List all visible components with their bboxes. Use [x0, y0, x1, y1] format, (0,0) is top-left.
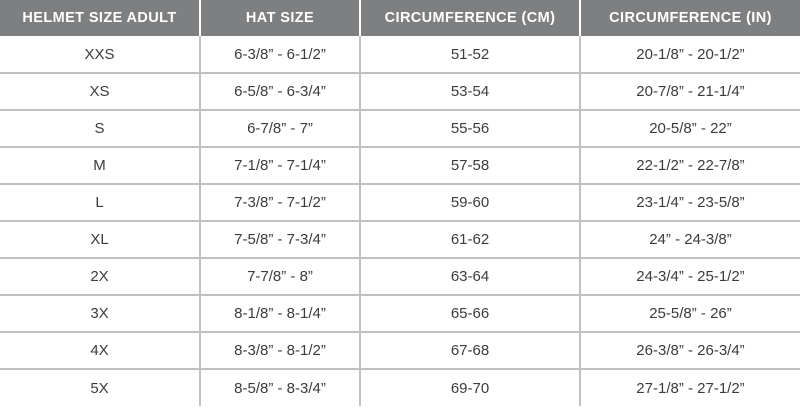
table-row: [0, 147, 800, 184]
cell-helmet-size: L: [0, 184, 200, 221]
cell-hat-size: 8-1/8” - 8-1/4”: [200, 295, 360, 332]
cell-helmet-size: M: [0, 147, 200, 184]
cell-circumference-in: 26-3/8” - 26-3/4”: [580, 332, 800, 369]
cell-hat-size: 8-5/8” - 8-3/4”: [200, 369, 360, 406]
cell-circumference-in: 24” - 24-3/8”: [580, 221, 800, 258]
table-row: [0, 258, 800, 295]
cell-circumference-cm: 57-58: [360, 147, 580, 184]
table-header-row: [0, 0, 800, 36]
cell-hat-size: 7-5/8” - 7-3/4”: [200, 221, 360, 258]
cell-hat-size: 6-5/8” - 6-3/4”: [200, 73, 360, 110]
cell-helmet-size: XL: [0, 221, 200, 258]
cell-circumference-in: 22-1/2” - 22-7/8”: [580, 147, 800, 184]
cell-helmet-size: S: [0, 110, 200, 147]
cell-hat-size: 8-3/8” - 8-1/2”: [200, 332, 360, 369]
cell-hat-size: 7-1/8” - 7-1/4”: [200, 147, 360, 184]
column-header-circumference-in: CIRCUMFERENCE (IN): [580, 0, 800, 36]
cell-circumference-in: 24-3/4” - 25-1/2”: [580, 258, 800, 295]
table-row: [0, 110, 800, 147]
cell-circumference-in: 20-7/8” - 21-1/4”: [580, 73, 800, 110]
cell-circumference-in: 25-5/8” - 26”: [580, 295, 800, 332]
column-header-helmet-size-adult: HELMET SIZE ADULT: [0, 0, 200, 36]
column-header-hat-size: HAT SIZE: [200, 0, 360, 36]
cell-circumference-cm: 63-64: [360, 258, 580, 295]
cell-circumference-cm: 67-68: [360, 332, 580, 369]
cell-circumference-in: 27-1/8” - 27-1/2”: [580, 369, 800, 406]
table-header: [0, 0, 800, 36]
cell-circumference-cm: 53-54: [360, 73, 580, 110]
table-row: [0, 184, 800, 221]
cell-circumference-cm: 55-56: [360, 110, 580, 147]
cell-circumference-cm: 65-66: [360, 295, 580, 332]
cell-helmet-size: XS: [0, 73, 200, 110]
table-row: [0, 221, 800, 258]
cell-circumference-in: 23-1/4” - 23-5/8”: [580, 184, 800, 221]
cell-circumference-cm: 59-60: [360, 184, 580, 221]
cell-hat-size: 6-7/8” - 7”: [200, 110, 360, 147]
table-row: [0, 36, 800, 73]
cell-circumference-cm: 61-62: [360, 221, 580, 258]
table-row: [0, 369, 800, 406]
cell-circumference-in: 20-5/8” - 22”: [580, 110, 800, 147]
cell-helmet-size: 3X: [0, 295, 200, 332]
cell-helmet-size: XXS: [0, 36, 200, 73]
cell-helmet-size: 2X: [0, 258, 200, 295]
cell-circumference-cm: 69-70: [360, 369, 580, 406]
cell-hat-size: 7-3/8” - 7-1/2”: [200, 184, 360, 221]
column-header-circumference-cm: CIRCUMFERENCE (CM): [360, 0, 580, 36]
cell-hat-size: 6-3/8” - 6-1/2”: [200, 36, 360, 73]
table-body: [0, 36, 800, 406]
cell-helmet-size: 5X: [0, 369, 200, 406]
cell-circumference-in: 20-1/8” - 20-1/2”: [580, 36, 800, 73]
cell-hat-size: 7-7/8” - 8”: [200, 258, 360, 295]
table-row: [0, 295, 800, 332]
cell-helmet-size: 4X: [0, 332, 200, 369]
table-row: [0, 332, 800, 369]
table-row: [0, 73, 800, 110]
cell-circumference-cm: 51-52: [360, 36, 580, 73]
